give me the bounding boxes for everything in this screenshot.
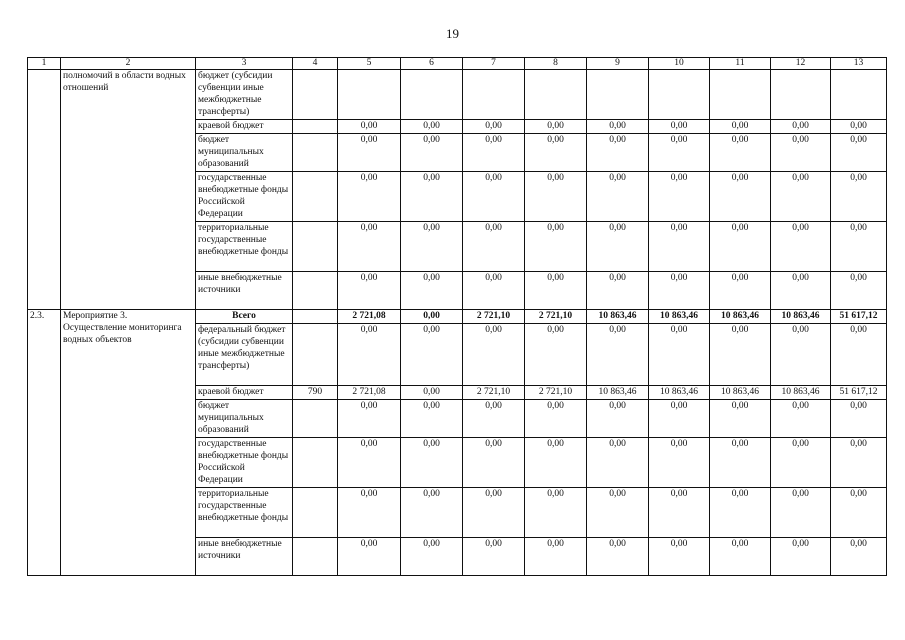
column-number-cell: 3: [196, 58, 293, 70]
value-cell: 0,00: [771, 488, 831, 538]
value-cell: 0,00: [525, 324, 587, 386]
value-cell: 51 617,12: [831, 386, 887, 400]
value-cell: 0,00: [401, 386, 463, 400]
column-number-cell: 1: [28, 58, 61, 70]
code-cell: [293, 120, 338, 134]
value-cell: 0,00: [463, 172, 525, 222]
value-cell: 0,00: [401, 324, 463, 386]
item-number-cell: 2.3.: [28, 310, 61, 576]
value-cell: 0,00: [463, 400, 525, 438]
value-cell: 0,00: [771, 120, 831, 134]
funding-source-cell: государственные внебюджетные фонды Российской Федерации: [196, 172, 293, 222]
code-cell: [293, 172, 338, 222]
value-cell: 0,00: [587, 538, 649, 576]
item-number-cell: [28, 70, 61, 310]
value-cell: 0,00: [587, 438, 649, 488]
item-name-cell: Мероприятие 3. Осуществление мониторинга водных объектов: [61, 310, 196, 576]
value-cell: 0,00: [525, 134, 587, 172]
value-cell: 0,00: [710, 438, 771, 488]
value-cell: 0,00: [831, 488, 887, 538]
value-cell: 0,00: [771, 324, 831, 386]
value-cell: 0,00: [587, 222, 649, 272]
value-cell: 0,00: [771, 172, 831, 222]
value-cell: 2 721,10: [525, 310, 587, 324]
value-cell: 10 863,46: [710, 386, 771, 400]
value-cell: 0,00: [710, 400, 771, 438]
value-cell: 0,00: [710, 172, 771, 222]
value-cell: 0,00: [525, 272, 587, 310]
table-row: [28, 310, 887, 324]
value-cell: 51 617,12: [831, 310, 887, 324]
value-cell: 0,00: [649, 324, 710, 386]
value-cell: 0,00: [831, 222, 887, 272]
value-cell: 0,00: [463, 488, 525, 538]
value-cell: 0,00: [587, 134, 649, 172]
value-cell: 0,00: [587, 272, 649, 310]
code-cell: [293, 272, 338, 310]
value-cell: 0,00: [338, 272, 401, 310]
value-cell: 0,00: [525, 120, 587, 134]
funding-source-cell: территориальные государственные внебюджетные фонды: [196, 222, 293, 272]
value-cell: 0,00: [831, 272, 887, 310]
value-cell: 0,00: [525, 400, 587, 438]
value-cell: 10 863,46: [771, 386, 831, 400]
value-cell: 0,00: [338, 172, 401, 222]
column-number-cell: 5: [338, 58, 401, 70]
value-cell: 2 721,08: [338, 386, 401, 400]
table-body: [28, 58, 887, 576]
value-cell: 0,00: [401, 438, 463, 488]
value-cell: 0,00: [649, 538, 710, 576]
code-cell: [293, 134, 338, 172]
value-cell: 0,00: [771, 134, 831, 172]
code-cell: [293, 310, 338, 324]
value-cell: 0,00: [587, 172, 649, 222]
code-cell: [293, 324, 338, 386]
value-cell: [401, 70, 463, 120]
value-cell: 0,00: [771, 222, 831, 272]
funding-source-cell: бюджет муниципальных образований: [196, 400, 293, 438]
value-cell: 0,00: [771, 438, 831, 488]
value-cell: 0,00: [401, 120, 463, 134]
column-number-cell: 13: [831, 58, 887, 70]
value-cell: 0,00: [338, 222, 401, 272]
funding-source-cell: территориальные государственные внебюджетные фонды: [196, 488, 293, 538]
value-cell: 0,00: [587, 400, 649, 438]
column-number-cell: 7: [463, 58, 525, 70]
value-cell: 0,00: [649, 438, 710, 488]
value-cell: 0,00: [587, 324, 649, 386]
value-cell: 10 863,46: [587, 386, 649, 400]
code-cell: [293, 438, 338, 488]
value-cell: 0,00: [649, 134, 710, 172]
code-cell: [293, 400, 338, 438]
value-cell: [831, 70, 887, 120]
value-cell: 0,00: [463, 134, 525, 172]
value-cell: 0,00: [401, 172, 463, 222]
code-cell: [293, 488, 338, 538]
value-cell: 0,00: [710, 538, 771, 576]
value-cell: 10 863,46: [649, 386, 710, 400]
value-cell: 0,00: [831, 324, 887, 386]
value-cell: 0,00: [338, 134, 401, 172]
value-cell: 0,00: [831, 120, 887, 134]
value-cell: 0,00: [463, 272, 525, 310]
value-cell: 2 721,08: [338, 310, 401, 324]
value-cell: 0,00: [771, 400, 831, 438]
column-number-cell: 4: [293, 58, 338, 70]
value-cell: [710, 70, 771, 120]
value-cell: 0,00: [710, 134, 771, 172]
column-number-cell: 11: [710, 58, 771, 70]
value-cell: 0,00: [649, 400, 710, 438]
value-cell: 0,00: [338, 324, 401, 386]
value-cell: 0,00: [587, 488, 649, 538]
value-cell: 0,00: [338, 120, 401, 134]
value-cell: 0,00: [525, 438, 587, 488]
value-cell: 0,00: [771, 538, 831, 576]
value-cell: [463, 70, 525, 120]
funding-source-cell: федеральный бюджет (субсидии субвенции иные межбюджетные трансферты): [196, 324, 293, 386]
value-cell: 0,00: [401, 538, 463, 576]
value-cell: [587, 70, 649, 120]
column-number-cell: 8: [525, 58, 587, 70]
value-cell: 0,00: [401, 400, 463, 438]
value-cell: 0,00: [401, 488, 463, 538]
value-cell: 0,00: [649, 272, 710, 310]
value-cell: 0,00: [710, 120, 771, 134]
value-cell: 0,00: [710, 324, 771, 386]
value-cell: 0,00: [831, 134, 887, 172]
item-name-cell: полномочий в области водных отношений: [61, 70, 196, 310]
column-number-cell: 10: [649, 58, 710, 70]
value-cell: 2 721,10: [525, 386, 587, 400]
funding-source-cell: Всего: [196, 310, 293, 324]
value-cell: [525, 70, 587, 120]
header-row: [28, 58, 887, 70]
funding-source-cell: бюджет муниципальных образований: [196, 134, 293, 172]
value-cell: 0,00: [463, 324, 525, 386]
column-number-cell: 9: [587, 58, 649, 70]
value-cell: 0,00: [649, 120, 710, 134]
value-cell: 0,00: [649, 222, 710, 272]
value-cell: 0,00: [831, 172, 887, 222]
code-cell: 790: [293, 386, 338, 400]
value-cell: 10 863,46: [587, 310, 649, 324]
value-cell: 0,00: [401, 222, 463, 272]
value-cell: 2 721,10: [463, 386, 525, 400]
value-cell: 0,00: [401, 310, 463, 324]
value-cell: 10 863,46: [771, 310, 831, 324]
budget-table: [27, 57, 887, 576]
value-cell: 0,00: [463, 438, 525, 488]
value-cell: 0,00: [649, 488, 710, 538]
funding-source-cell: иные внебюджетные источники: [196, 272, 293, 310]
value-cell: 0,00: [710, 222, 771, 272]
value-cell: 0,00: [710, 272, 771, 310]
column-number-cell: 12: [771, 58, 831, 70]
value-cell: 0,00: [771, 272, 831, 310]
column-number-cell: 2: [61, 58, 196, 70]
value-cell: 0,00: [338, 488, 401, 538]
value-cell: 0,00: [831, 400, 887, 438]
value-cell: [649, 70, 710, 120]
value-cell: 0,00: [463, 222, 525, 272]
value-cell: 0,00: [831, 538, 887, 576]
value-cell: 0,00: [338, 400, 401, 438]
column-number-cell: 6: [401, 58, 463, 70]
funding-source-cell: государственные внебюджетные фонды Российской Федерации: [196, 438, 293, 488]
value-cell: 10 863,46: [649, 310, 710, 324]
funding-source-cell: бюджет (субсидии субвенции иные межбюджетные трансферты): [196, 70, 293, 120]
value-cell: 0,00: [338, 438, 401, 488]
value-cell: 0,00: [463, 120, 525, 134]
value-cell: 0,00: [401, 134, 463, 172]
funding-source-cell: краевой бюджет: [196, 386, 293, 400]
value-cell: 0,00: [401, 272, 463, 310]
value-cell: 0,00: [587, 120, 649, 134]
value-cell: [338, 70, 401, 120]
code-cell: [293, 70, 338, 120]
value-cell: 0,00: [710, 488, 771, 538]
value-cell: 0,00: [831, 438, 887, 488]
code-cell: [293, 222, 338, 272]
value-cell: 0,00: [525, 488, 587, 538]
value-cell: 0,00: [338, 538, 401, 576]
value-cell: 2 721,10: [463, 310, 525, 324]
code-cell: [293, 538, 338, 576]
value-cell: 0,00: [525, 172, 587, 222]
table-row: [28, 70, 887, 120]
value-cell: 0,00: [525, 538, 587, 576]
value-cell: [771, 70, 831, 120]
funding-source-cell: иные внебюджетные источники: [196, 538, 293, 576]
value-cell: 10 863,46: [710, 310, 771, 324]
value-cell: 0,00: [649, 172, 710, 222]
funding-source-cell: краевой бюджет: [196, 120, 293, 134]
value-cell: 0,00: [463, 538, 525, 576]
value-cell: 0,00: [525, 222, 587, 272]
page-number: 19: [446, 26, 459, 41]
